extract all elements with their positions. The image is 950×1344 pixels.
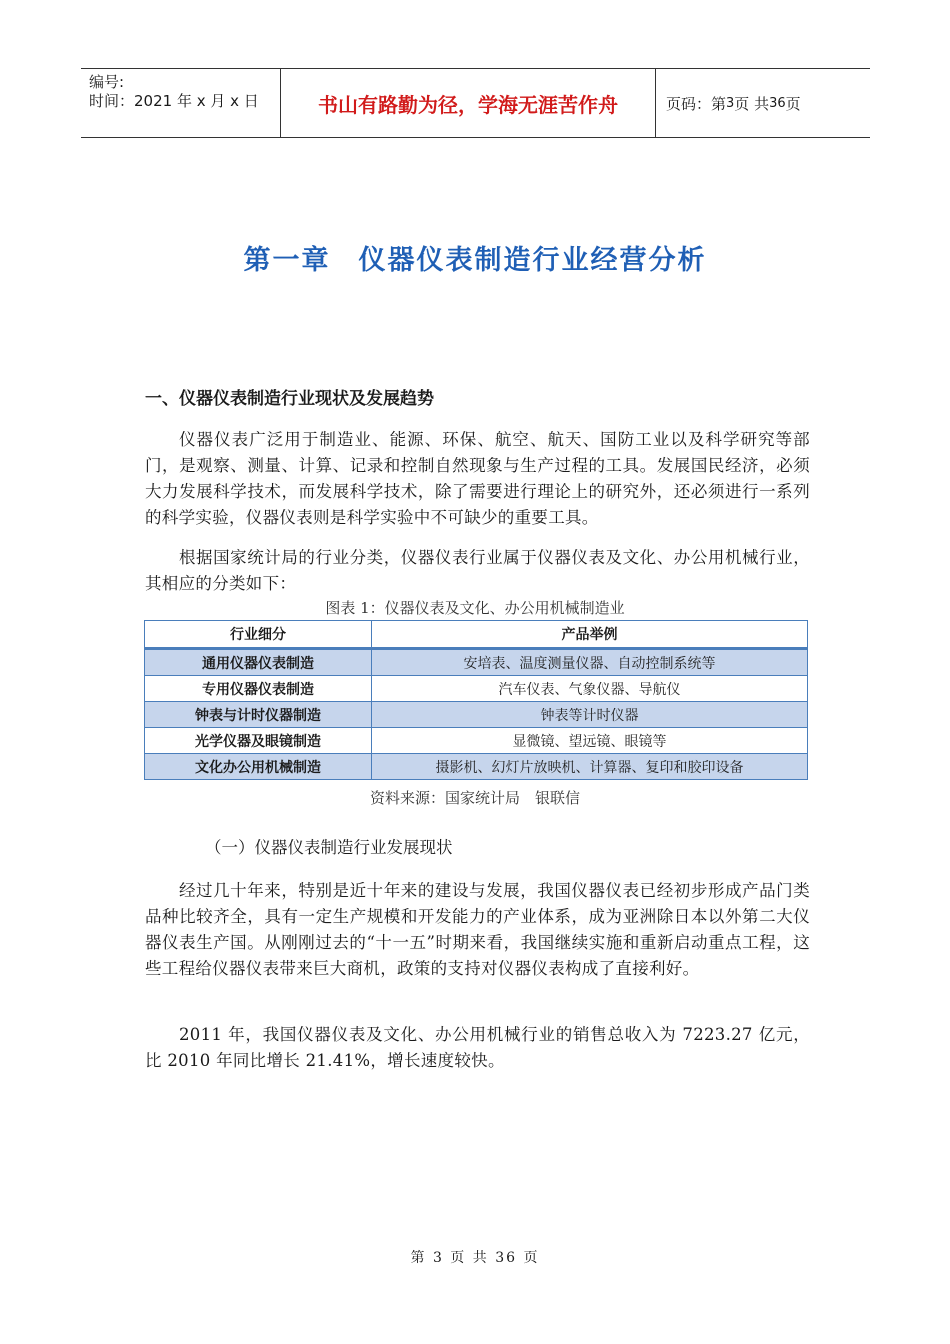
header-motto: 书山有路勤为径，学海无涯苦作舟 [281,69,656,137]
paragraph-classification: 根据国家统计局的行业分类，仪器仪表行业属于仪器仪表及文化、办公用机械行业，其相应的分类如下： [145,548,810,593]
page-prefix: 页码：第 [666,94,727,113]
page-footer: 第 3 页 共 36 页 [410,1250,540,1266]
industry-table [144,620,808,780]
table-cell-products: 汽车仪表、气象仪器、导航仪 [372,676,808,702]
header-number-label: 编号: [89,73,125,91]
paragraph-development: 经过几十年来，特别是近十年来的建设与发展，我国仪器仪表已经初步形成产品门类品种比较齐全，具有一定生产规模和开发能力的产业体系，成为亚洲除日本以外第二大仪器仪表生产国。从刚刚过去的“十一五”时期来看，我国继续实施和重新启动重点工程，这些工程给仪器仪表带来巨大商机，政策的支持对仪器仪表构成了直接利好。 [145,881,810,978]
chapter-number: 第一章 [243,245,331,276]
paragraph-intro: 仪器仪表广泛用于制造业、能源、环保、航空、航天、国防工业以及科学研究等部门，是观察、测量、计算、记录和控制自然现象与生产过程的工具。发展国民经济，必须大力发展科学技术，而发展科学技术，除了需要进行理论上的研究外，还必须进行一系列的科学实验，仪器仪表则是科学实验中不可缺少的重要工具。 [145,430,810,527]
table-row [145,649,808,676]
table-row [145,702,808,728]
table-source: 资料来源：国家统计局 银联信 [369,789,580,807]
page-header [81,68,870,138]
table-cell-products: 摄影机、幻灯片放映机、计算器、复印和胶印设备 [372,754,808,780]
section-heading: 一、仪器仪表制造行业现状及发展趋势 [145,389,434,409]
chapter-name: 仪器仪表制造行业经营分析 [358,245,707,276]
table-row [145,728,808,754]
table-header-cell: 行业细分 [145,621,372,649]
table-cell-category: 通用仪器仪表制造 [145,649,372,676]
header-page-info [656,69,870,137]
table-cell-category: 钟表与计时仪器制造 [145,702,372,728]
page-current: 3 [726,95,735,111]
table-header-row [145,621,808,649]
paragraph-revenue: 2011 年，我国仪器仪表及文化、办公用机械行业的销售总收入为 7223.27 亿元，比 2010 年同比增长 21.41%，增长速度较快。 [145,1025,810,1070]
header-meta [81,69,281,137]
table-row [145,676,808,702]
table-cell-products: 钟表等计时仪器 [372,702,808,728]
table-cell-category: 文化办公用机械制造 [145,754,372,780]
page-suffix: 页 [785,94,801,113]
table-header-cell: 产品举例 [372,621,808,649]
table-cell-category: 光学仪器及眼镜制造 [145,728,372,754]
page-total: 36 [769,95,786,111]
table-caption: 图表 1：仪器仪表及文化、办公用机械制造业 [325,599,625,617]
chapter-title [0,238,950,277]
table-cell-products: 安培表、温度测量仪器、自动控制系统等 [372,649,808,676]
table-cell-products: 显微镜、望远镜、眼镜等 [372,728,808,754]
table-cell-category: 专用仪器仪表制造 [145,676,372,702]
table-row [145,754,808,780]
header-time-label: 时间：2021 年 x 月 x 日 [89,92,259,110]
page-mid: 页 共 [734,94,770,113]
subsection-heading: （一）仪器仪表制造行业发展现状 [205,838,453,857]
